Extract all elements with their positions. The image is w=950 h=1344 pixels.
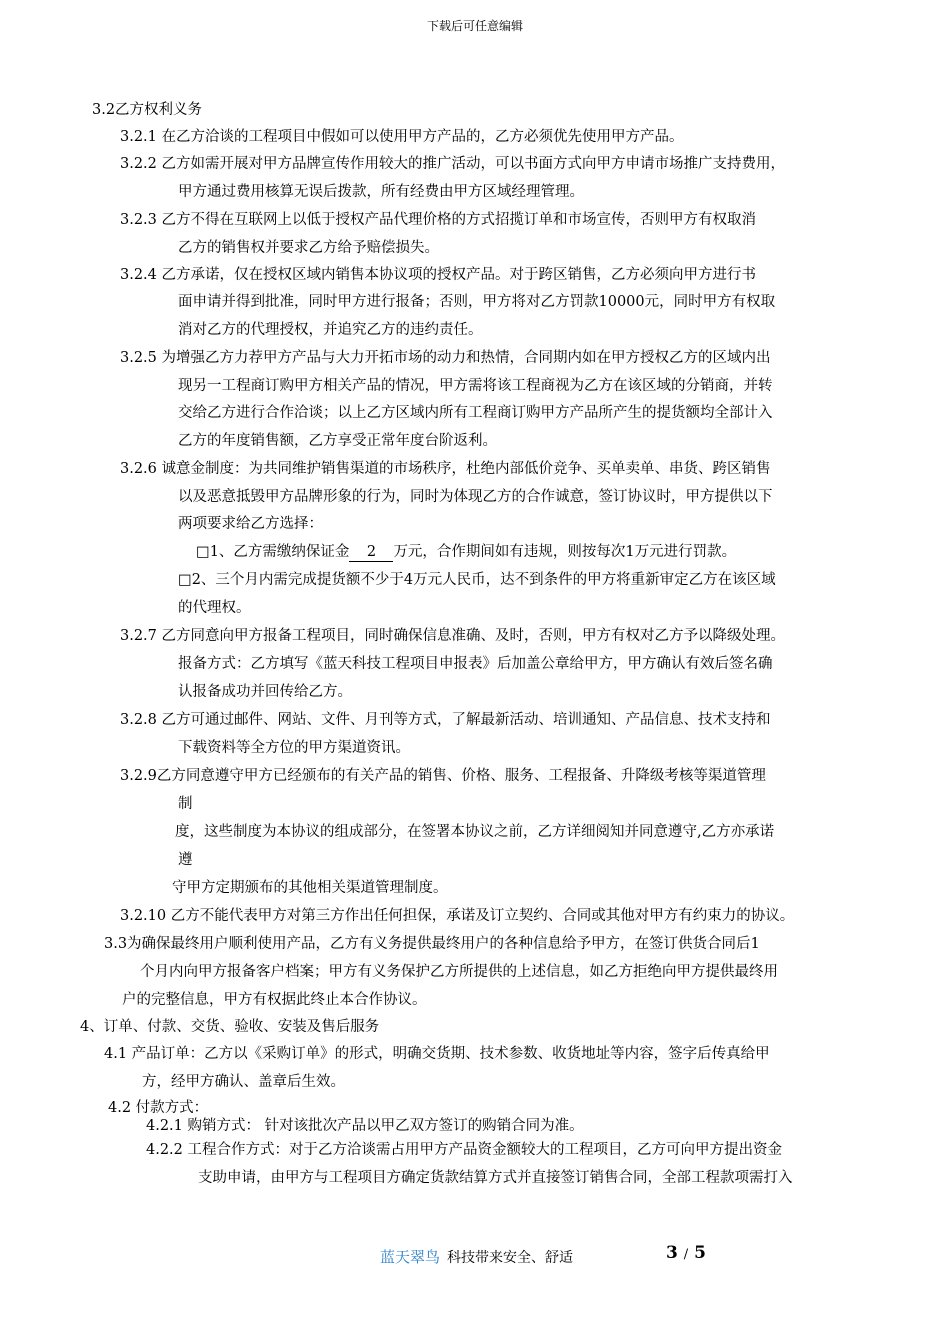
clause-line: 守甲方定期颁布的其他相关渠道管理制度。 [172, 880, 448, 896]
checkbox-option-1-label: □1、乙方需缴纳保证金 [196, 544, 350, 560]
clause-line: 的代理权。 [178, 600, 251, 616]
option-1-line [196, 542, 736, 562]
chapter-heading: 4、订单、付款、交货、验收、安装及售后服务 [80, 1019, 380, 1035]
clause-line: 支助申请，由甲方与工程项目方确定货款结算方式并直接签订销售合同，全部工程款项需打入 [198, 1170, 793, 1186]
clause-line: 度，这些制度为本协议的组成部分，在签署本协议之前，乙方详细阅知并同意遵守,乙方亦承诺 [175, 824, 775, 840]
clause-line: 3.2.9乙方同意遵守甲方已经颁布的有关产品的销售、价格、服务、工程报备、升降级考核等渠道管理 [120, 768, 766, 784]
section-line: 4.2 付款方式： [108, 1100, 209, 1116]
clause-line: 3.2.3 乙方不得在互联网上以低于授权产品代理价格的方式招揽订单和市场宣传，否则甲方有权取消 [120, 212, 756, 228]
page-separator: / [683, 1247, 689, 1262]
clause-line: 3.2.1 在乙方洽谈的工程项目中假如可以使用甲方产品的，乙方必须优先使用甲方产品。 [120, 129, 684, 145]
clause-line: 3.2.7 乙方同意向甲方报备工程项目，同时确保信息准确、及时，否则，甲方有权对乙方予以降级处理。 [120, 628, 785, 644]
clause-line: 4.2.1 购销方式： 针对该批次产品以甲乙双方签订的购销合同为准。 [146, 1118, 584, 1134]
clause-line: 3.2.2 乙方如需开展对甲方品牌宣传作用较大的推广活动，可以书面方式向甲方申请市场推广支持费用， [120, 156, 785, 172]
section-line: 户的完整信息，甲方有权据此终止本合作协议。 [122, 992, 427, 1008]
page-current: 3 [666, 1243, 678, 1263]
clause-line: 遵 [178, 852, 193, 868]
section-line: 3.3为确保最终用户顺利使用产品，乙方有义务提供最终用户的各种信息给予甲方，在签订供货合同后1 [104, 936, 760, 952]
clause-line: 3.2.5 为增强乙方力荐甲方产品与大力开拓市场的动力和热情，合同期内如在甲方授权乙方的区域内出 [120, 350, 771, 366]
clause-line: 面申请并得到批准，同时甲方进行报备；否则，甲方将对乙方罚款10000元，同时甲方有权取 [178, 294, 776, 310]
section-line: 方，经甲方确认、盖章后生效。 [142, 1074, 345, 1090]
clause-line: 认报备成功并回传给乙方。 [178, 684, 352, 700]
clause-line: 4.2.2 工程合作方式：对于乙方洽谈需占用甲方产品资金额较大的工程项目，乙方可向甲方提出资金 [146, 1142, 782, 1158]
clause-line: 甲方通过费用核算无误后拨款，所有经费由甲方区域经理管理。 [178, 184, 584, 200]
clause-line: 下载资料等全方位的甲方渠道资讯。 [178, 740, 410, 756]
clause-line: 交给乙方进行合作洽谈；以上乙方区域内所有工程商订购甲方产品所产生的提货额均全部计入 [178, 405, 773, 421]
option-2-line: □2、三个月内需完成提货额不少于4万元人民币，达不到条件的甲方将重新审定乙方在该区域 [178, 572, 776, 588]
section-line: 4.1 产品订单：乙方以《采购订单》的形式，明确交货期、技术参数、收货地址等内容，签字后传真给甲 [104, 1046, 770, 1062]
clause-line: 消对乙方的代理授权，并追究乙方的违约责任。 [178, 322, 483, 338]
footer-slogan: 科技带来安全、舒适 [447, 1250, 573, 1266]
option-1-rest: 万元，合作期间如有违规，则按每次1万元进行罚款。 [393, 544, 737, 560]
section-line: 个月内向甲方报备客户档案；甲方有义务保护乙方所提供的上述信息，如乙方拒绝向甲方提供最终用 [140, 964, 778, 980]
footer-brand: 蓝天翠鸟 [380, 1248, 441, 1266]
page-total: 5 [694, 1243, 706, 1263]
clause-line: 3.2.10 乙方不能代表甲方对第三方作出任何担保，承诺及订立契约、合同或其他对甲方有约束力的协议。 [120, 908, 795, 924]
clause-line: 现另一工程商订购甲方相关产品的情况，甲方需将该工程商视为乙方在该区域的分销商，并转 [178, 378, 773, 394]
page-header: 下载后可任意编辑 [426, 19, 523, 33]
page-number [666, 1243, 706, 1263]
clause-line: 乙方的年度销售额，乙方享受正常年度台阶返利。 [178, 433, 497, 449]
clause-line: 3.2.8 乙方可通过邮件、网站、文件、月刊等方式，了解最新活动、培训通知、产品信息、技术支持和 [120, 712, 771, 728]
clause-line: 两项要求给乙方选择： [178, 516, 323, 532]
clause-line: 以及恶意抵毁甲方品牌形象的行为，同时为体现乙方的合作诚意，签订协议时，甲方提供以下 [178, 489, 773, 505]
clause-line: 制 [178, 796, 193, 812]
clause-line: 3.2.4 乙方承诺，仅在授权区域内销售本协议项的授权产品。对于跨区销售，乙方必须向甲方进行书 [120, 267, 756, 283]
clause-line: 乙方的销售权并要求乙方给予赔偿损失。 [178, 240, 439, 256]
section-heading: 3.2乙方权利义务 [92, 102, 203, 118]
clause-line: 3.2.6 诚意金制度：为共同维护销售渠道的市场秩序，杜绝内部低价竞争、买单卖单、串货、跨区销售 [120, 461, 771, 477]
deposit-amount: 2 [349, 544, 393, 562]
clause-line: 报备方式：乙方填写《蓝天科技工程项目申报表》后加盖公章给甲方，甲方确认有效后签名确 [178, 656, 773, 672]
